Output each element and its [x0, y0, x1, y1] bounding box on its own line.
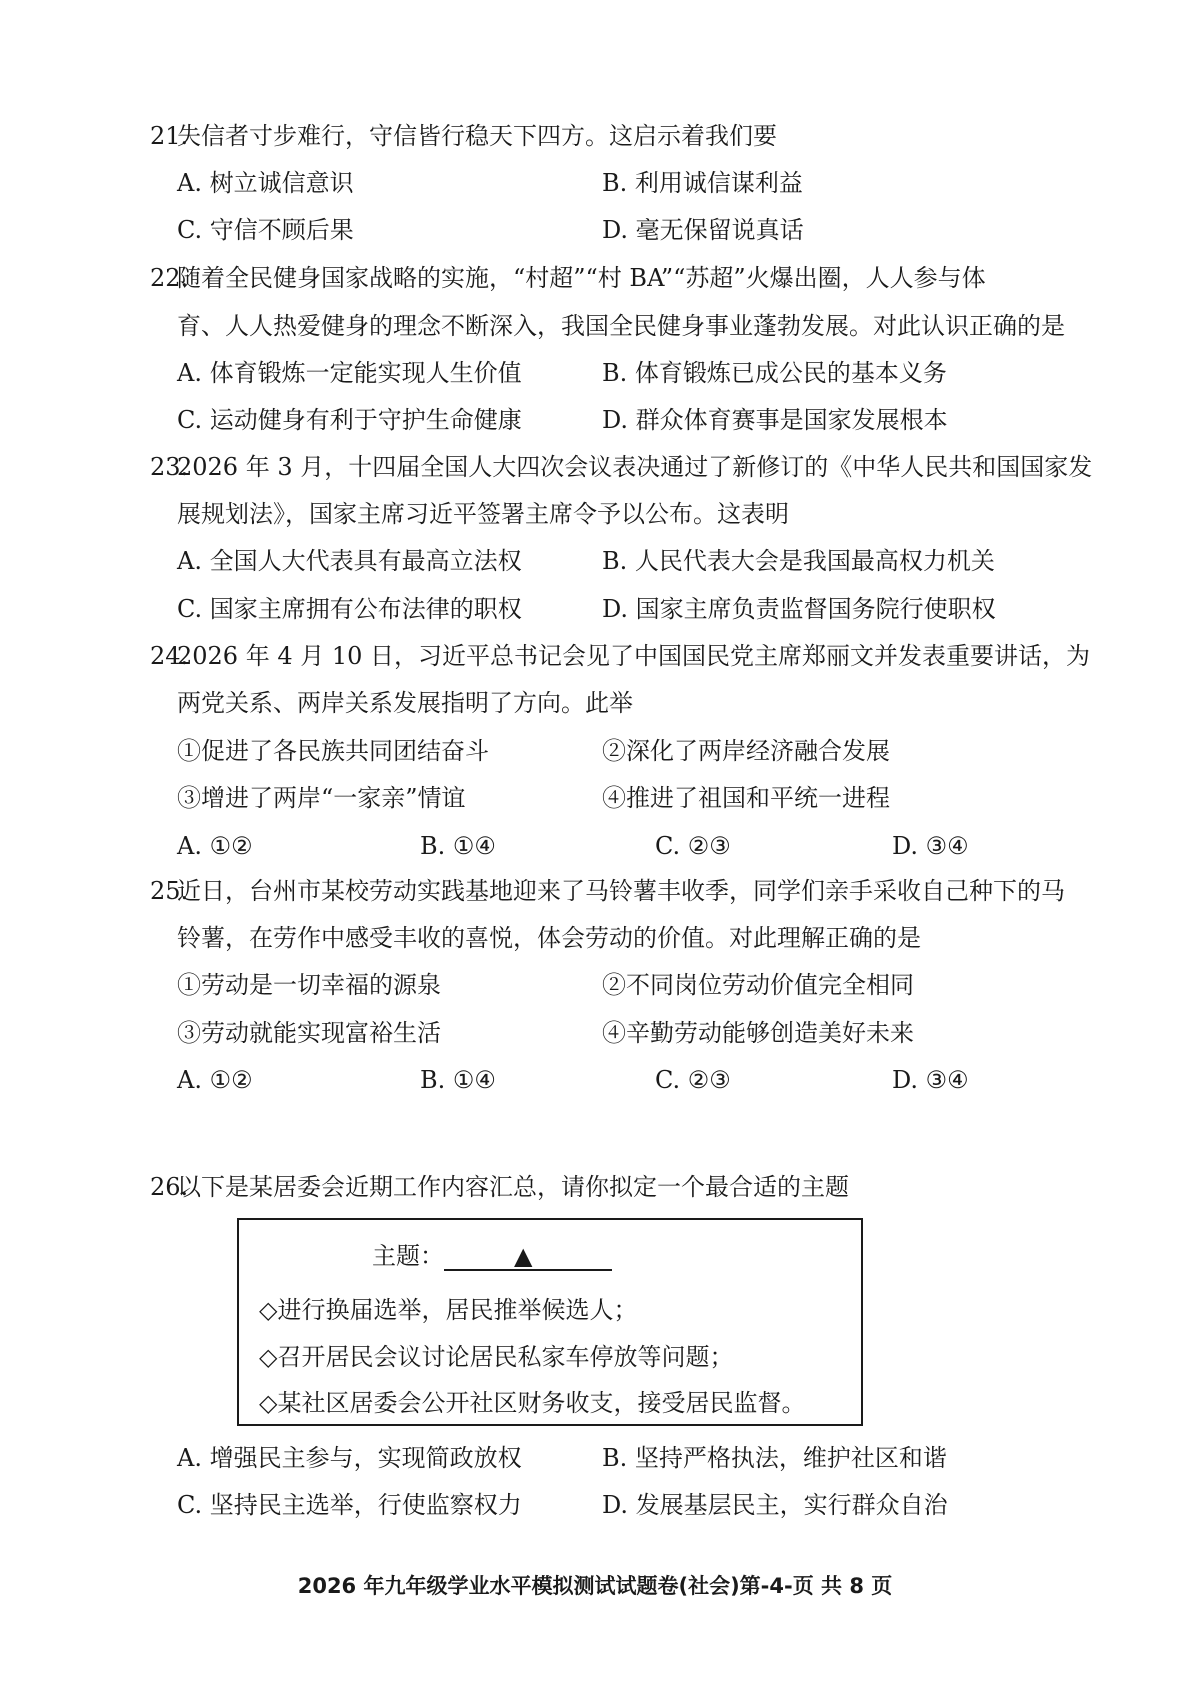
option-b: B. 体育锻炼已成公民的基本义务	[602, 359, 947, 387]
option-d: D. 群众体育赛事是国家发展根本	[602, 406, 948, 434]
question-number: 21.	[150, 122, 189, 150]
statement-2: ②深化了两岸经济融合发展	[602, 737, 890, 765]
statement-1: ①促进了各民族共同团结奋斗	[177, 737, 489, 765]
statement-2: ②不同岗位劳动价值完全相同	[602, 971, 914, 999]
option-b: B. 坚持严格执法，维护社区和谐	[602, 1444, 947, 1472]
option-a: A. 树立诚信意识	[177, 169, 354, 197]
question-number: 23.	[150, 453, 189, 481]
statement-1: ①劳动是一切幸福的源泉	[177, 971, 441, 999]
option-b: B. 人民代表大会是我国最高权力机关	[602, 547, 995, 575]
option-a: A. 体育锻炼一定能实现人生价值	[177, 359, 522, 387]
option-c: C. 国家主席拥有公布法律的职权	[177, 595, 522, 623]
option-b: B. ①④	[420, 832, 496, 860]
question-number: 26.	[150, 1173, 189, 1201]
statement-4: ④推进了祖国和平统一进程	[602, 784, 890, 812]
page-footer: 2026 年九年级学业水平模拟测试试题卷(社会)第-4-页 共 8 页	[297, 1574, 893, 1598]
option-c: C. ②③	[655, 1066, 731, 1094]
option-a: A. 全国人大代表具有最高立法权	[177, 547, 522, 575]
summary-item: ◇进行换届选举，居民推举候选人；	[259, 1296, 638, 1324]
option-a: A. 增强民主参与，实现简政放权	[177, 1444, 522, 1472]
statement-4: ④辛勤劳动能够创造美好未来	[602, 1019, 914, 1047]
summary-item: ◇召开居民会议讨论居民私家车停放等问题；	[259, 1343, 734, 1371]
question-stem: 近日，台州市某校劳动实践基地迎来了马铃薯丰收季，同学们亲手采收自己种下的马	[177, 877, 1065, 905]
option-c: C. 守信不顾后果	[177, 216, 354, 244]
option-d: D. 发展基层民主，实行群众自治	[602, 1491, 948, 1519]
option-d: D. ③④	[892, 1066, 969, 1094]
option-d: D. 国家主席负责监督国务院行使职权	[602, 595, 996, 623]
question-number: 24.	[150, 642, 189, 670]
question-stem: 失信者寸步难行，守信皆行稳天下四方。这启示着我们要	[177, 122, 777, 150]
triangle-marker-icon: ▲	[514, 1242, 533, 1270]
option-c: C. 坚持民主选举，行使监察权力	[177, 1491, 522, 1519]
option-b: B. ①④	[420, 1066, 496, 1094]
question-stem-cont: 铃薯，在劳作中感受丰收的喜悦，体会劳动的价值。对此理解正确的是	[177, 924, 921, 952]
question-stem-cont: 育、人人热爱健身的理念不断深入，我国全民健身事业蓬勃发展。对此认识正确的是	[177, 312, 1065, 340]
question-stem-cont: 展规划法》，国家主席习近平签署主席令予以公布。这表明	[177, 500, 789, 528]
work-summary-box	[237, 1218, 863, 1426]
statement-3: ③增进了两岸“一家亲”情谊	[177, 784, 466, 812]
option-a: A. ①②	[177, 1066, 253, 1094]
question-stem: 2026 年 4 月 10 日，习近平总书记会见了中国国民党主席郑丽文并发表重要讲话，为	[177, 642, 1091, 670]
theme-blank-line	[444, 1269, 612, 1271]
summary-item: ◇某社区居委会公开社区财务收支，接受居民监督。	[259, 1389, 806, 1417]
question-stem-cont: 两党关系、两岸关系发展指明了方向。此举	[177, 689, 633, 717]
option-c: C. 运动健身有利于守护生命健康	[177, 406, 522, 434]
option-b: B. 利用诚信谋利益	[602, 169, 803, 197]
option-d: D. 毫无保留说真话	[602, 216, 804, 244]
question-number: 22.	[150, 264, 189, 292]
option-c: C. ②③	[655, 832, 731, 860]
question-stem: 以下是某居委会近期工作内容汇总，请你拟定一个最合适的主题	[177, 1173, 849, 1201]
statement-3: ③劳动就能实现富裕生活	[177, 1019, 441, 1047]
question-stem: 2026 年 3 月，十四届全国人大四次会议表决通过了新修订的《中华人民共和国国家发	[177, 453, 1093, 481]
question-number: 25.	[150, 877, 189, 905]
option-a: A. ①②	[177, 832, 253, 860]
theme-label: 主题：	[372, 1242, 444, 1270]
option-d: D. ③④	[892, 832, 969, 860]
question-stem: 随着全民健身国家战略的实施，“村超”“村 BA”“苏超”火爆出圈，人人参与体	[177, 264, 986, 292]
